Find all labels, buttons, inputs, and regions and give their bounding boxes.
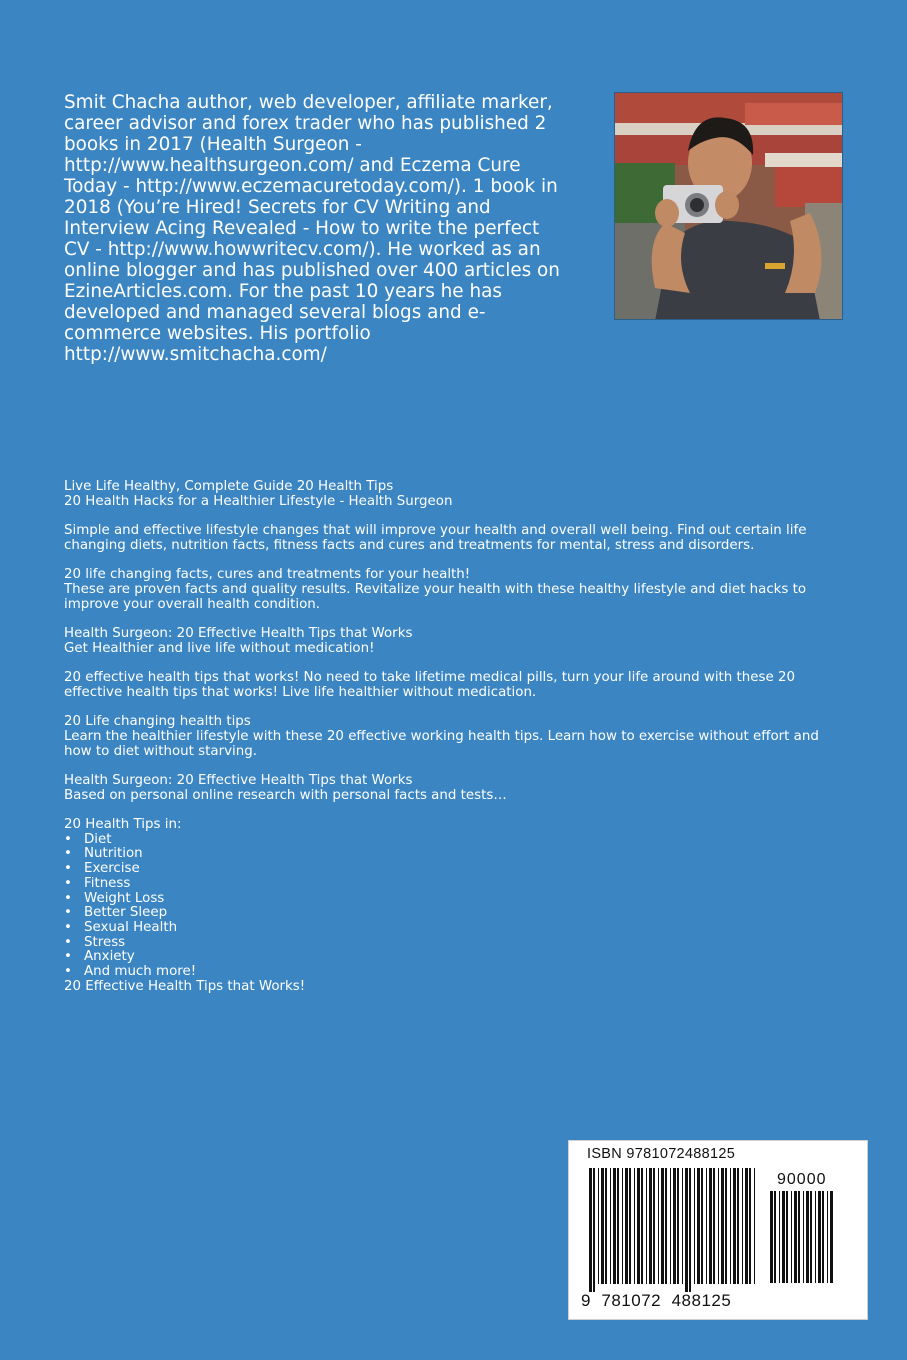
author-bio <box>64 92 600 365</box>
price-addon-digits: 90000 <box>777 1171 827 1188</box>
barcode-bar <box>653 1168 655 1284</box>
bio-line: career advisor and forex trader who has published 2 <box>64 113 547 134</box>
barcode-bar <box>646 1168 647 1284</box>
bullet-icon: • <box>64 934 72 950</box>
list-item <box>64 847 844 862</box>
title-paragraph <box>64 480 844 509</box>
list-item <box>64 833 844 848</box>
barcode-bar <box>637 1168 640 1284</box>
list-item <box>64 936 844 951</box>
barcode-bar <box>815 1191 816 1283</box>
tip-label: Better Sleep <box>84 905 168 921</box>
bio-line: http://www.healthsurgeon.com/ and Eczema Cure <box>64 155 521 176</box>
description-line: Learn the healthier lifestyle with these 20 effective working health tips. Learn how to exercise without effort and <box>64 728 819 744</box>
bio-line: Smit Chacha author, web developer, affiliate marker, <box>64 92 553 113</box>
list-item <box>64 892 844 907</box>
barcode-bar <box>774 1191 776 1283</box>
list-item <box>64 877 844 892</box>
barcode-bar <box>830 1191 833 1283</box>
description-line: changing diets, nutrition facts, fitness facts and cures and treatments for mental, stress and disorders. <box>64 537 755 553</box>
tip-label: Exercise <box>84 861 140 877</box>
barcode-bar <box>601 1168 604 1284</box>
barcode-bar <box>598 1168 599 1284</box>
barcode-bar <box>649 1168 652 1284</box>
bio-line: commerce websites. His portfolio <box>64 323 371 344</box>
barcode-bar <box>629 1168 631 1284</box>
barcode-bar <box>593 1168 595 1292</box>
tip-label: Sexual Health <box>84 919 178 935</box>
barcode-bar <box>713 1168 715 1284</box>
barcode-bar <box>733 1168 736 1284</box>
description-line: 20 effective health tips that works! No need to take lifetime medical pills, turn your life around with these 20 <box>64 670 796 686</box>
description-line: Simple and effective lifestyle changes that will improve your health and overall well being. Find out certain life <box>64 523 807 539</box>
barcode-bar <box>718 1168 719 1284</box>
closing-line: 20 Effective Health Tips that Works! <box>64 978 306 994</box>
bio-line: CV - http://www.howwritecv.com/). He worked as an <box>64 239 541 260</box>
barcode-bar <box>694 1168 695 1284</box>
barcode-bar <box>706 1168 707 1284</box>
description-paragraph <box>64 524 844 553</box>
barcode-bar <box>794 1191 797 1283</box>
barcode-bar <box>725 1168 727 1284</box>
book-description <box>64 480 844 995</box>
description-line: 20 life changing facts, cures and treatments for your health! <box>64 567 471 583</box>
bio-line: EzineArticles.com. For the past 10 years he has <box>64 281 502 302</box>
bullet-icon: • <box>64 919 72 935</box>
description-line: Live Life Healthy, Complete Guide 20 Health Tips <box>64 479 394 494</box>
description-line: Based on personal online research with personal facts and tests… <box>64 787 507 803</box>
addon-barcode-icon <box>770 1191 836 1291</box>
barcode-bar <box>641 1168 643 1284</box>
barcode-bar <box>721 1168 724 1284</box>
tips-heading: 20 Health Tips in: <box>64 817 182 833</box>
description-line: Health Surgeon: 20 Effective Health Tips that Works <box>64 772 413 788</box>
bio-line: 2018 (You’re Hired! Secrets for CV Writing and <box>64 197 491 218</box>
barcode-bar <box>665 1168 667 1284</box>
tip-label: Weight Loss <box>84 890 165 906</box>
barcode-bar <box>786 1191 788 1283</box>
barcode-bar <box>742 1168 743 1284</box>
tips-list <box>64 833 844 980</box>
bullet-icon: • <box>64 905 72 921</box>
barcode-bar <box>701 1168 703 1284</box>
description-line: 20 Life changing health tips <box>64 714 251 730</box>
barcode-bar <box>682 1168 683 1284</box>
barcode-bar <box>673 1168 676 1284</box>
description-line: Get Healthier and live life without medication! <box>64 640 375 656</box>
bullet-icon: • <box>64 861 72 877</box>
list-item <box>64 906 844 921</box>
bio-line: Today - http://www.eczemacuretoday.com/). 1 book in <box>64 176 558 197</box>
barcode-bar <box>810 1191 812 1283</box>
barcode-bar <box>685 1168 688 1292</box>
bio-line: online blogger and has published over 400 articles on <box>64 260 560 281</box>
description-line: These are proven facts and quality results. Revitalize your health with these healthy lifestyle and diet hacks to <box>64 581 807 597</box>
tip-label: And much more! <box>84 964 197 980</box>
list-item <box>64 862 844 877</box>
author-photo-illustration <box>615 93 843 320</box>
barcode-bar <box>806 1191 809 1283</box>
list-item <box>64 950 844 965</box>
barcode-bar <box>658 1168 659 1284</box>
barcode-bar <box>779 1191 780 1283</box>
description-line: effective health tips that works! Live life healthier without medication. <box>64 684 537 700</box>
tips-section <box>64 818 844 994</box>
bio-line: books in 2017 (Health Surgeon - <box>64 134 362 155</box>
barcode-bar <box>754 1168 755 1284</box>
barcode-bar <box>617 1168 619 1284</box>
barcode-bar <box>798 1191 800 1283</box>
tip-label: Diet <box>84 831 112 847</box>
bullet-icon: • <box>64 831 72 847</box>
ean13-barcode-icon <box>589 1168 759 1292</box>
barcode-bar <box>782 1191 785 1283</box>
barcode-bar <box>677 1168 679 1284</box>
barcode-bar <box>818 1191 821 1283</box>
tip-label: Fitness <box>84 875 131 891</box>
bullet-icon: • <box>64 875 72 891</box>
barcode-bar <box>745 1168 748 1284</box>
description-line: improve your overall health condition. <box>64 596 321 612</box>
barcode-bar <box>697 1168 700 1284</box>
barcode-bar <box>791 1191 792 1283</box>
barcode-bar <box>709 1168 712 1284</box>
barcode-bar <box>689 1168 691 1292</box>
tip-label: Anxiety <box>84 949 135 965</box>
barcode-bar <box>634 1168 635 1284</box>
barcode-bar <box>770 1191 773 1283</box>
list-item <box>64 965 844 980</box>
bullet-icon: • <box>64 949 72 965</box>
bullet-icon: • <box>64 846 72 862</box>
description-line: 20 Health Hacks for a Healthier Lifestyle - Health Surgeon <box>64 493 453 509</box>
barcode-bar <box>605 1168 607 1284</box>
isbn-barcode <box>568 1140 868 1320</box>
barcode-bar <box>822 1191 824 1283</box>
bio-line: developed and managed several blogs and e- <box>64 302 486 323</box>
bullet-icon: • <box>64 890 72 906</box>
barcode-bar <box>730 1168 731 1284</box>
description-paragraph <box>64 627 844 656</box>
barcode-bar <box>610 1168 611 1284</box>
barcode-bar <box>670 1168 671 1284</box>
description-paragraph <box>64 671 844 700</box>
description-paragraph <box>64 568 844 612</box>
barcode-bar <box>613 1168 616 1284</box>
barcode-bar <box>827 1191 828 1283</box>
barcode-bar <box>661 1168 664 1284</box>
bullet-icon: • <box>64 964 72 980</box>
barcode-bar <box>803 1191 804 1283</box>
barcode-bar <box>749 1168 751 1284</box>
bio-line: Interview Acing Revealed - How to write the perfect <box>64 218 540 239</box>
barcode-bar <box>622 1168 623 1284</box>
description-line: how to diet without starving. <box>64 743 257 759</box>
description-paragraph <box>64 715 844 759</box>
ean-digits: 9 781072 488125 <box>581 1291 732 1310</box>
description-line: Health Surgeon: 20 Effective Health Tips that Works <box>64 625 413 641</box>
barcode-bar <box>625 1168 628 1284</box>
isbn-label: ISBN 9781072488125 <box>587 1146 736 1162</box>
tip-label: Nutrition <box>84 846 143 862</box>
description-paragraph <box>64 774 844 803</box>
author-photo <box>614 92 843 320</box>
barcode-bar <box>737 1168 739 1284</box>
tip-label: Stress <box>84 934 126 950</box>
bio-line: http://www.smitchacha.com/ <box>64 344 327 365</box>
list-item <box>64 921 844 936</box>
barcode-bar <box>589 1168 592 1292</box>
